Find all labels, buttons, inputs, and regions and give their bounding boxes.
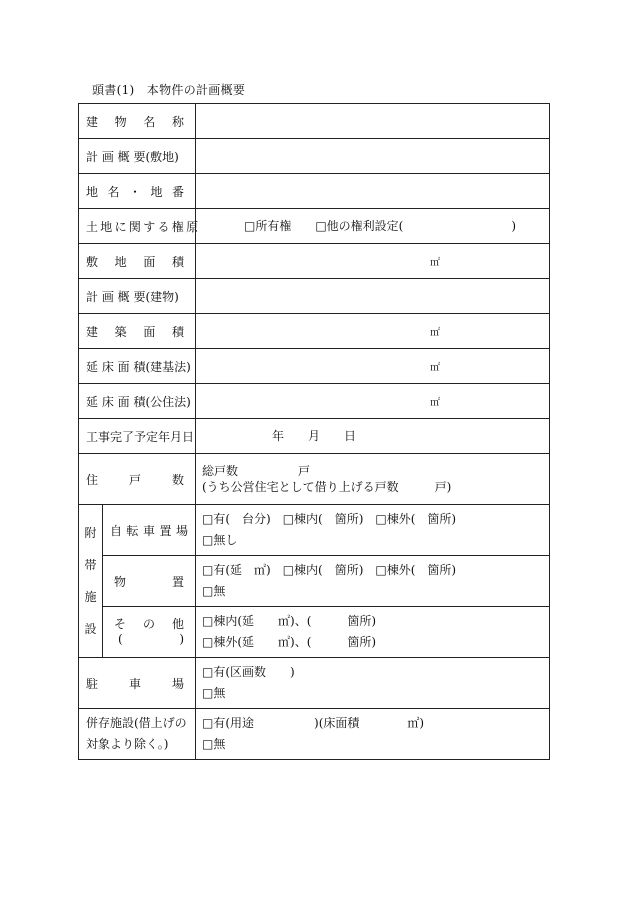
value-building-area[interactable]	[196, 314, 550, 349]
value-units[interactable]: 総戸数 戸 (うち公営住宅として借り上げる戸数 戸)	[196, 454, 550, 505]
label-storage: 物 置	[103, 556, 196, 607]
plan-overview-table	[78, 103, 550, 760]
row-floor-area-pub	[79, 384, 550, 419]
row-building-name	[79, 104, 550, 139]
value-parking[interactable]: □有(区画数 ) □無	[196, 658, 550, 709]
value-lot[interactable]	[196, 174, 550, 209]
label-lot: 地 名 ・ 地 番	[79, 174, 196, 209]
row-site-area	[79, 244, 550, 279]
value-floor-area-pub[interactable]	[196, 384, 550, 419]
label-completion: 工事完了予定年月日	[79, 419, 196, 454]
label-units: 住 戸 数	[79, 454, 196, 505]
label-bicycle-parking: 自 転 車 置 場	[103, 505, 196, 556]
row-completion	[79, 419, 550, 454]
label-site-area: 敷 地 面 積	[79, 244, 196, 279]
label-other-facility: そ の 他 ( )	[103, 607, 196, 658]
value-land-rights[interactable]: □所有権 □他の権利設定( )	[196, 209, 550, 244]
unit-square-meter: ㎡	[430, 327, 440, 339]
value-plan-building	[196, 279, 550, 314]
page-title: 頭書(1) 本物件の計画概要	[92, 83, 246, 97]
row-plan-building	[79, 279, 550, 314]
row-floor-area-bsl	[79, 349, 550, 384]
label-building-name: 建 物 名 称	[79, 104, 196, 139]
label-plan-building: 計 画 概 要(建物)	[79, 279, 196, 314]
row-bicycle-parking	[79, 505, 550, 556]
row-building-area	[79, 314, 550, 349]
value-floor-area-bsl[interactable]	[196, 349, 550, 384]
label-combined-facility: 併存施設(借上げの 対象より除く。)	[79, 709, 196, 760]
value-site-area[interactable]	[196, 244, 550, 279]
label-plan-site: 計 画 概 要(敷地)	[79, 139, 196, 174]
value-combined-facility[interactable]: □有(用途 )(床面積 ㎡) □無	[196, 709, 550, 760]
row-other-facility	[79, 607, 550, 658]
row-storage	[79, 556, 550, 607]
row-units	[79, 454, 550, 505]
label-floor-area-pub: 延 床 面 積(公住法)	[79, 384, 196, 419]
unit-square-meter: ㎡	[430, 397, 440, 409]
value-other-facility[interactable]: □棟内(延 ㎡)、( 箇所) □棟外(延 ㎡)、( 箇所)	[196, 607, 550, 658]
value-bicycle-parking[interactable]: □有( 台分) □棟内( 箇所) □棟外( 箇所) □無し	[196, 505, 550, 556]
row-combined-facility	[79, 709, 550, 760]
value-plan-site	[196, 139, 550, 174]
unit-square-meter: ㎡	[430, 362, 440, 374]
label-land-rights: 土地に関する権原	[79, 209, 196, 244]
row-parking	[79, 658, 550, 709]
label-parking: 駐 車 場	[79, 658, 196, 709]
label-floor-area-bsl: 延 床 面 積(建基法)	[79, 349, 196, 384]
value-completion[interactable]: 年 月 日	[196, 419, 550, 454]
row-plan-site	[79, 139, 550, 174]
row-land-rights	[79, 209, 550, 244]
label-facilities-group: 附 帯 施 設	[79, 505, 103, 658]
label-building-area: 建 築 面 積	[79, 314, 196, 349]
row-lot	[79, 174, 550, 209]
value-storage[interactable]: □有(延 ㎡) □棟内( 箇所) □棟外( 箇所) □無	[196, 556, 550, 607]
value-building-name[interactable]	[196, 104, 550, 139]
unit-square-meter: ㎡	[430, 257, 440, 269]
